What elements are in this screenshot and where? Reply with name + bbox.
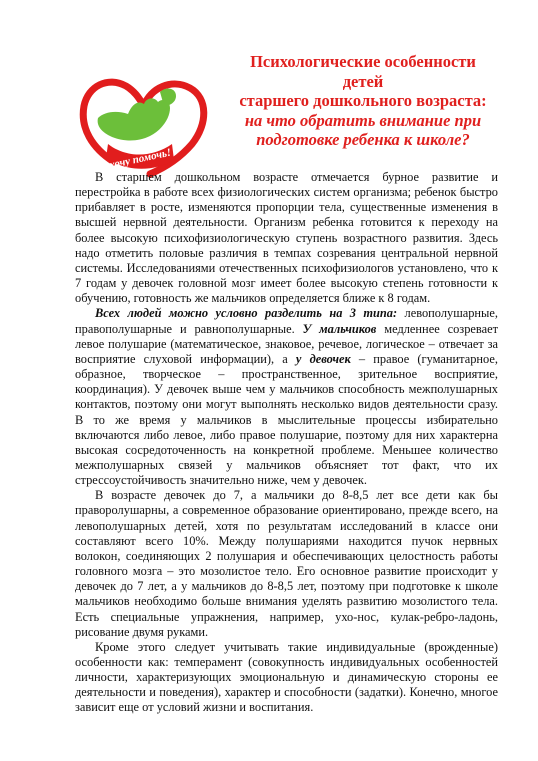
- paragraph-3: В возрасте девочек до 7, а мальчики до 8-8,5 лет все дети как бы праворолушарны, а современное образование ориентировано, прежде всего, на левополушарных детей, хотя по результатам исследований в классе они составляют всего 10%. Между полушариями находится пучок нервных волокон, соединяющих 2 полушария и обеспечивающих целостность работы головного мозга – это мозолистое тело. Его основное развитие происходит у девочек до 7 лет, а у мальчиков до 8-8,5 лет, поэтому при подготовке к школе мальчиков необходимо больше внимания уделять развитию мозолистого тела. Есть специальные упражнения, например, ухо-нос, кулак-ребро-ладонь, рисование двумя руками.: [75, 488, 498, 639]
- title-line-5: подготовке ребенка к школе?: [256, 130, 470, 149]
- paragraph-2: [75, 306, 498, 488]
- paragraph-2-text-a: левополушарные, правополушарные и равнополушарные.: [75, 306, 498, 336]
- title-line-2: детей: [342, 71, 384, 91]
- logo-text: хочу помочь!: [108, 146, 173, 172]
- title-line-3: старшего дошкольного возраста:: [239, 91, 487, 110]
- paragraph-2-text-b: медленнее созревает левое полушарие (математическое, знаковое, речевое, логическое – отвечает за восприятие слуховой информации), а: [75, 321, 498, 366]
- paragraph-4: Кроме этого следует учитывать такие индивидуальные (врожденные) особенности как: темперамент (совокупность индивидуальных особенностей личности, характеризующих эмоциональную и динамическую стороны ее деятельности и поведения), характер и способности (задатки). Конечно, многое зависит еще от условий жизни и воспитания.: [75, 639, 498, 715]
- document-body: [75, 170, 498, 716]
- document-title: [210, 52, 516, 150]
- title-line-1: Психологические особенности: [250, 52, 476, 71]
- title-line-4: на что обратить внимание при: [244, 110, 482, 130]
- charity-logo: [74, 52, 224, 180]
- heart-hand-icon: [74, 52, 224, 180]
- paragraph-2-text-c: – правое (гуманитарное, образное, творческое – пространственное, зрительное восприятие, координация). У девочек выше чем у мальчиков способность межполушарных контактов, поэтому они могут выполнять несколько видов деятельности сразу. В то же время у мальчиков в мыслительные процессы избирательно включаются либо левое, либо правое полушарие, поэтому для них характерна высокая сосредоточенность на конкретной проблеме. Меньшее количество межполушарных связей у мальчиков объясняет тот факт, что их стрессоустойчивость значительно ниже, чем у девочек.: [75, 351, 498, 488]
- paragraph-2-girls: у девочек: [287, 351, 351, 366]
- paragraph-2-boys: У мальчиков: [294, 321, 377, 336]
- paragraph-1: В старшем дошкольном возрасте отмечается бурное развитие и перестройка в работе всех физиологических систем организма; ребенок быстро прибавляет в росте, изменяются пропорции тела, существенные изменения в высшей нервной деятельности. Организм ребенка готовится к переходу на более высокую психофизиологическую ступень возрастного развития. Здесь надо отметить половые различия в темпах созревания центральной нервной системы. Исследованиями отечественных психофизиологов установлено, что к 7 годам у девочек головной мозг имеет более высокую степень готовности к обучению, готовность же мальчиков определяется ближе к 8 годам.: [75, 170, 498, 306]
- paragraph-2-lead: Всех людей можно условно разделить на 3 типа:: [95, 306, 398, 321]
